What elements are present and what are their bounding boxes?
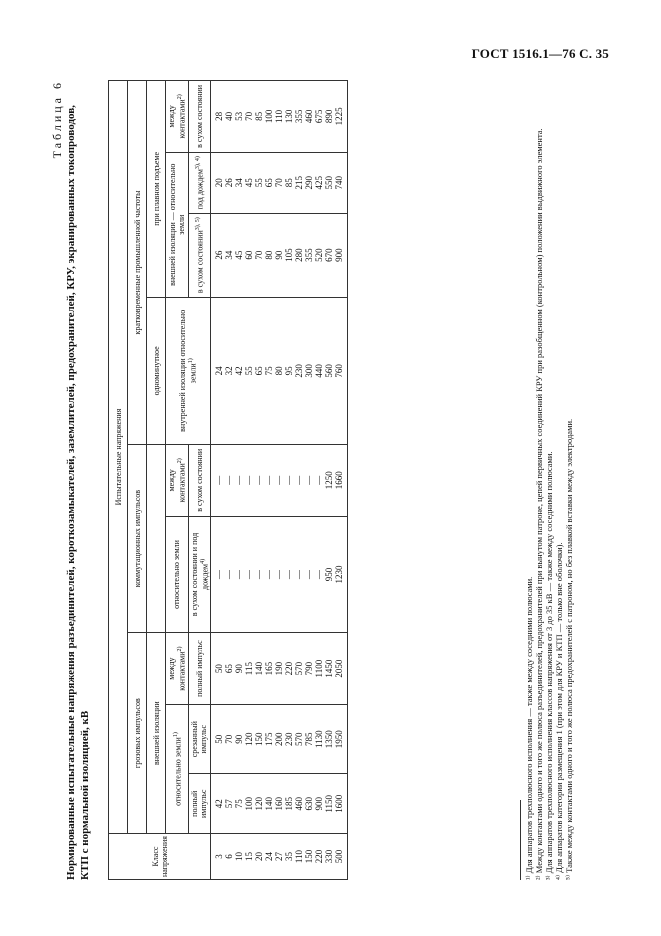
table-cell: —: [244, 444, 254, 516]
table-row: [234, 81, 244, 880]
header-under-rain-pf: под дождем$^{3), 4)}$: [188, 152, 211, 213]
table-cell: 85: [254, 81, 264, 153]
table-cell: —: [304, 444, 314, 516]
table-cell: 460: [304, 81, 314, 153]
table-cell: —: [314, 516, 324, 633]
table-cell: 26: [211, 213, 225, 297]
table-cell: 40: [224, 81, 234, 153]
voltage-table: [108, 80, 348, 880]
table-row: [244, 81, 254, 880]
table-cell: 50: [211, 704, 225, 774]
table-cell: 630: [304, 774, 314, 834]
table-cell: 140: [254, 633, 264, 705]
table-cell: 215: [294, 152, 304, 213]
table-cell: 110: [294, 834, 304, 880]
table-cell: 200: [274, 704, 284, 774]
table-cell: —: [234, 444, 244, 516]
table-cell: 65: [224, 633, 234, 705]
table-cell: 900: [314, 774, 324, 834]
table-cell: 65: [264, 152, 274, 213]
table-cell: —: [224, 516, 234, 633]
table-cell: 95: [284, 297, 294, 444]
table-cell: 670: [324, 213, 334, 297]
table-row: [211, 81, 225, 880]
table-cell: 70: [244, 81, 254, 153]
footnote-4: ⁴⁾ Для аппаратов категории размещения 1 (при этом для КРУ и КТП — только вне оболочки).: [554, 542, 564, 880]
table-cell: 140: [264, 774, 274, 834]
footnote-5: ⁵⁾ Также между контактами одного и того же полюса предохранителей с патроном, но без плавкой вставки между электродами.: [564, 418, 574, 880]
table-cell: 55: [254, 152, 264, 213]
table-cell: 45: [234, 213, 244, 297]
table-cell: 10: [234, 834, 244, 880]
table-cell: 90: [234, 704, 244, 774]
table-cell: —: [264, 516, 274, 633]
table-cell: 24: [211, 297, 225, 444]
table-cell: 1950: [334, 704, 348, 774]
table-cell: 1130: [314, 704, 324, 774]
table-cell: —: [224, 444, 234, 516]
table-cell: 890: [324, 81, 334, 153]
table-cell: 75: [264, 297, 274, 444]
table-cell: 120: [254, 774, 264, 834]
table-cell: 70: [274, 152, 284, 213]
table-cell: 220: [284, 633, 294, 705]
header-class: Класс напряжения: [109, 834, 211, 880]
table-cell: 85: [284, 152, 294, 213]
table-body: [211, 81, 348, 880]
table-cell: 90: [274, 213, 284, 297]
table-row: [334, 81, 348, 880]
header-external: внешней изоляции: [147, 633, 166, 834]
table-cell: —: [284, 516, 294, 633]
table-cell: 45: [244, 152, 254, 213]
table-cell: 460: [294, 774, 304, 834]
header-test-voltages: Испытательные напряжения: [109, 81, 128, 834]
table-cell: 3: [211, 834, 225, 880]
table-cell: 330: [324, 834, 334, 880]
table-cell: 300: [304, 297, 314, 444]
table-cell: 120: [244, 704, 254, 774]
table-cell: 105: [284, 213, 294, 297]
footnote-2: ²⁾ Между контактами одного и того же полюса разъединителей, предохранителей при вынутом патроне, цепей первичных соединений КРУ при разобщенном (контрольном) положении выдвижного элемента.: [534, 128, 544, 880]
header-one-minute: одноминутное: [147, 297, 166, 444]
table-cell: 550: [324, 152, 334, 213]
table-row: [284, 81, 294, 880]
table-cell: —: [234, 516, 244, 633]
table-cell: 75: [234, 774, 244, 834]
table-cell: 950: [324, 516, 334, 633]
header-between-contacts-sw: между контактами$^{2)}$: [166, 444, 189, 516]
table-title: Нормированные испытательные напряжения разъединителей, короткозамыкателей, заземлителей, предохранителей, КРУ, экранированных токопроводов, КТП с нормальной изоляцией, кВ: [65, 105, 91, 880]
header-external-sw: [147, 444, 166, 632]
table-cell: —: [274, 444, 284, 516]
table-cell: 150: [304, 834, 314, 880]
header-dry-rain: в сухом состоянии и под дождем$^{4)}$: [188, 516, 211, 633]
table-row: [314, 81, 324, 880]
table-cell: 425: [314, 152, 324, 213]
table-cell: 50: [211, 633, 225, 705]
table-cell: 160: [274, 774, 284, 834]
table-cell: —: [244, 516, 254, 633]
table-cell: —: [274, 516, 284, 633]
table-cell: 355: [294, 81, 304, 153]
table-cell: —: [254, 516, 264, 633]
table-cell: 570: [294, 704, 304, 774]
table-cell: 165: [264, 633, 274, 705]
table-cell: 20: [211, 152, 225, 213]
table-cell: —: [294, 516, 304, 633]
table-cell: 230: [294, 297, 304, 444]
table-cell: 32: [224, 297, 234, 444]
table-cell: 130: [284, 81, 294, 153]
table-cell: 60: [244, 213, 254, 297]
table-row: [254, 81, 264, 880]
table-cell: 28: [211, 81, 225, 153]
header-between-contacts: между контактами$^{2)}$: [166, 633, 189, 705]
table-cell: 1600: [334, 774, 348, 834]
table-cell: —: [211, 516, 225, 633]
table-cell: —: [211, 444, 225, 516]
table-cell: 15: [244, 834, 254, 880]
table-cell: 520: [314, 213, 324, 297]
table-cell: —: [284, 444, 294, 516]
table-cell: 42: [234, 297, 244, 444]
table-cell: —: [254, 444, 264, 516]
table-cell: 110: [274, 81, 284, 153]
table-cell: 185: [284, 774, 294, 834]
table-cell: 190: [274, 633, 284, 705]
header-rel-earth-pf: внешней изоляции — относительно земли: [166, 152, 189, 297]
footnotes: [520, 80, 574, 880]
header-lightning: грозовых импульсов: [128, 633, 147, 834]
header-rel-earth-sw: относительно земли: [166, 516, 189, 633]
table-row: [224, 81, 234, 880]
footnote-separator: [520, 800, 521, 880]
table-cell: 80: [274, 297, 284, 444]
table-cell: 57: [224, 774, 234, 834]
table-cell: 1225: [334, 81, 348, 153]
header-chopped-impulse: срезанный импульс: [188, 704, 211, 774]
header-dry-state: в сухом состоянии: [188, 444, 211, 516]
table-cell: 675: [314, 81, 324, 153]
table-cell: 70: [224, 704, 234, 774]
header-full-impulse: полный импульс: [188, 774, 211, 834]
table-cell: 80: [264, 213, 274, 297]
table-cell: 220: [314, 834, 324, 880]
table-cell: —: [314, 444, 324, 516]
table-cell: 6: [224, 834, 234, 880]
rotated-table-page: [50, 80, 610, 880]
table-cell: 53: [234, 81, 244, 153]
header-rel-earth: относительно земли$^{1)}$: [166, 704, 189, 833]
table-cell: 790: [304, 633, 314, 705]
header-under-rain: при плавном подъеме: [147, 81, 166, 298]
table-cell: 27: [274, 834, 284, 880]
table-cell: 26: [224, 152, 234, 213]
table-cell: 65: [254, 297, 264, 444]
header-dry-state-pf: в сухом состоянии$^{3), 5)}$: [188, 213, 211, 297]
table-cell: 20: [254, 834, 264, 880]
table-cell: 355: [304, 213, 314, 297]
table-row: [324, 81, 334, 880]
table-cell: —: [264, 444, 274, 516]
table-cell: 115: [244, 633, 254, 705]
table-cell: 70: [254, 213, 264, 297]
table-cell: 1230: [334, 516, 348, 633]
table-cell: 1450: [324, 633, 334, 705]
table-cell: 1250: [324, 444, 334, 516]
footnote-1: ¹⁾ Для аппаратов трехполюсного исполнения — также между соседними полюсами.: [524, 576, 534, 880]
table-cell: 230: [284, 704, 294, 774]
table-cell: 1100: [314, 633, 324, 705]
header-between-contacts-pf: между контактами$^{2)}$: [166, 81, 189, 153]
table-cell: 34: [224, 213, 234, 297]
table-cell: 500: [334, 834, 348, 880]
header-power-freq: кратковременные промышленной частоты: [128, 81, 147, 445]
table-number: Таблица 6: [50, 80, 64, 159]
table-cell: 2050: [334, 633, 348, 705]
table-cell: 100: [244, 774, 254, 834]
table-cell: 785: [304, 704, 314, 774]
table-cell: 280: [294, 213, 304, 297]
table-row: [304, 81, 314, 880]
page-header: ГОСТ 1516.1—76 С. 35: [471, 46, 609, 61]
table-cell: 900: [334, 213, 348, 297]
header-internal: внутренней изоляции относительно земли$^{1)}$: [166, 297, 211, 444]
table-cell: 1350: [324, 704, 334, 774]
table-cell: 175: [264, 704, 274, 774]
table-cell: 24: [264, 834, 274, 880]
table-row: [274, 81, 284, 880]
header-full-impulse-2: полный импульс: [188, 633, 211, 705]
table-cell: 560: [324, 297, 334, 444]
table-cell: 570: [294, 633, 304, 705]
table-cell: 55: [244, 297, 254, 444]
table-cell: 1660: [334, 444, 348, 516]
table-cell: 290: [304, 152, 314, 213]
table-cell: —: [294, 444, 304, 516]
table-row: [294, 81, 304, 880]
table-row: [264, 81, 274, 880]
header-switching: коммутационных импульсов: [128, 444, 147, 632]
table-cell: 740: [334, 152, 348, 213]
table-cell: 440: [314, 297, 324, 444]
table-cell: 42: [211, 774, 225, 834]
header-dry-contacts: в сухом состоянии: [188, 81, 211, 153]
table-cell: 1150: [324, 774, 334, 834]
table-cell: 34: [234, 152, 244, 213]
table-cell: 90: [234, 633, 244, 705]
table-cell: 150: [254, 704, 264, 774]
table-cell: 100: [264, 81, 274, 153]
table-cell: 760: [334, 297, 348, 444]
footnote-3: ³⁾ Для аппаратов трехполюсного исполнения классов напряжения от 3 до 35 кВ — также между соседними полюсами.: [544, 451, 554, 880]
table-cell: 35: [284, 834, 294, 880]
table-cell: —: [304, 516, 314, 633]
